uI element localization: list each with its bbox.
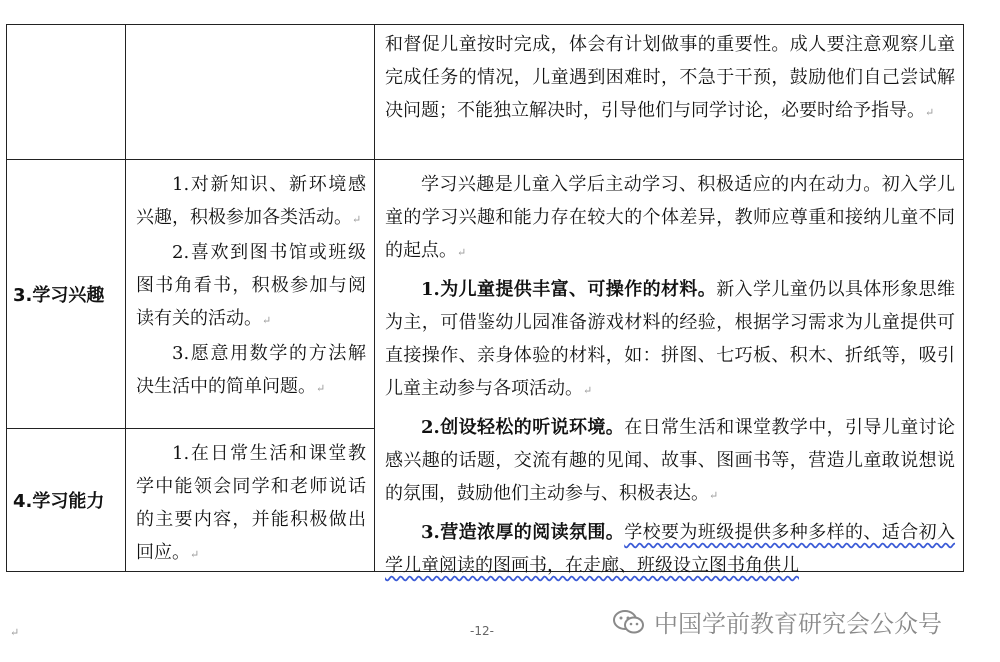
goal-item: 1.对新知识、新环境感兴趣，积极参加各类活动。↵ — [136, 174, 366, 228]
row1-category-cell — [7, 25, 126, 160]
paragraph-mark: ↵ — [10, 626, 20, 639]
page-number: -12- — [470, 624, 494, 638]
suggestion-title: 1.为儿童提供丰富、可操作的材料。 — [421, 279, 717, 300]
category-label: 3.学习兴趣 — [13, 285, 105, 306]
goal-item: 1.在日常生活和课堂教学中能领会同学和老师说话的主要内容，并能积极做出回应。↵ — [136, 443, 366, 563]
watermark-text: 中国学前教育研究会公众号 — [654, 610, 942, 638]
table-row — [7, 160, 964, 429]
document-table — [6, 24, 964, 576]
intro-paragraph: 学习兴趣是儿童入学后主动学习、积极适应的内在动力。初入学儿童的学习兴趣和能力存在较大的个体差异，教师应尊重和接纳儿童不同的起点。↵ — [385, 174, 955, 261]
suggestion-title: 2.创设轻松的听说环境。 — [421, 417, 625, 438]
category-label: 4.学习能力 — [13, 491, 105, 512]
watermark — [612, 604, 942, 639]
goal-item: 2.喜欢到图书馆或班级图书角看书，积极参加与阅读有关的活动。↵ — [136, 242, 366, 329]
suggestion-item-2: 2.创设轻松的听说环境。在日常生活和课堂教学中，引导儿童讨论感兴趣的话题，交流有趣的见闻、故事、图画书等，营造儿童敢说想说的氛围，鼓励他们主动参与、积极表达。↵ — [385, 417, 956, 504]
row1-suggestion-text: 和督促儿童按时完成，体会有计划做事的重要性。成人要注意观察儿童完成任务的情况，儿童遇到困难时，不急于干预，鼓励他们自己尝试解决问题；不能独立解决时，引导他们与同学讨论，必要时给予指导。↵ — [385, 34, 955, 121]
wechat-icon — [612, 608, 646, 636]
table-row — [7, 25, 964, 160]
row1-goals-cell — [126, 25, 375, 160]
goal-item: 3.愿意用数学的方法解决生活中的简单问题。↵ — [136, 343, 366, 397]
row1-suggestion-cell — [375, 25, 964, 160]
suggestion-title: 3.营造浓厚的阅读氛围。 — [421, 522, 625, 543]
row3-goals-cell — [126, 429, 375, 572]
suggestion-item-3: 3.营造浓厚的阅读氛围。学校要为班级提供多种多样的、适合初入学儿童阅读的图画书，在走廊、班级设立图书角供儿 — [385, 522, 956, 576]
row3-category-cell — [7, 429, 126, 572]
suggestion-item-1: 1.为儿童提供丰富、可操作的材料。新入学儿童仍以具体形象思维为主，可借鉴幼儿园准备游戏材料的经验，根据学习需求为儿童提供可直接操作、亲身体验的材料，如：拼图、七巧板、积木、折纸等，吸引儿童主动参与各项活动。↵ — [385, 279, 956, 399]
row2-category-cell — [7, 160, 126, 429]
row2-goals-cell — [126, 160, 375, 429]
row2-suggestion-cell — [375, 160, 964, 576]
